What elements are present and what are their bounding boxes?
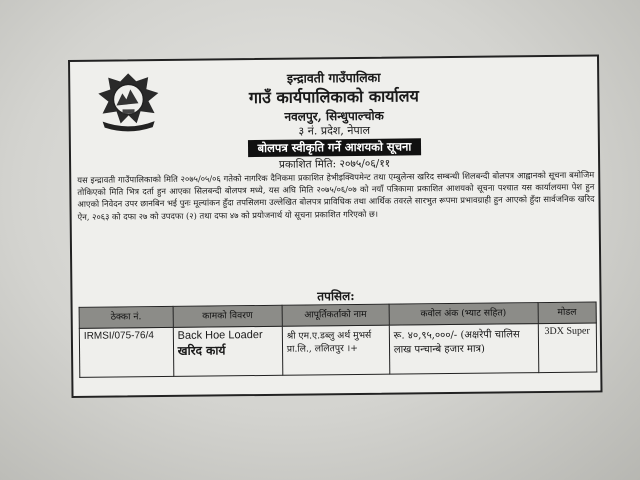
supplier-name: श्री एम.ए.डब्लु अर्थ मुभर्स प्रा.लि., ललितपुर ।+ bbox=[282, 325, 389, 375]
work-item-en: Back Hoe Loader bbox=[177, 328, 263, 342]
office-name: गाउँ कार्यपालिकाको कार्यालय bbox=[248, 86, 419, 108]
bid-table bbox=[79, 301, 598, 377]
col-bid-amount: कवोल अंक (भ्याट सहित) bbox=[389, 303, 538, 326]
municipality-name: इन्द्रावती गाउँपालिका bbox=[286, 69, 381, 86]
public-notice bbox=[68, 54, 603, 398]
work-item-np: खरिद कार्य bbox=[177, 343, 226, 358]
schedule-heading: तपसिल: bbox=[317, 289, 355, 304]
office-location: नवलपुर, सिन्धुपाल्चोक bbox=[284, 108, 384, 124]
col-model: मोडल bbox=[538, 302, 597, 324]
col-supplier: आपूर्तिकर्ताको नाम bbox=[282, 304, 389, 326]
work-description bbox=[173, 326, 283, 376]
table-row bbox=[79, 323, 596, 377]
notice-title: बोलपत्र स्वीकृति गर्ने आशयको सूचना bbox=[247, 138, 421, 157]
notice-body: यस इन्द्रावती गाउँपालिकाको मिति २०७५/०५/०६ गतेको नागरिक दैनिकमा प्रकाशित हेभीइक्विपमेन्ट तथा एम्बुलेन्स खरिद सम्बन्धी शिलबन्दी बोलपत्र आह्वानको सूचना बमोजिम तोकिएको मिति भित्र दर्ता हुन आएका सिलबन्दी बोलपत्र मध्ये, यस अघि मिति २०७५/०६/०७ को नयाँ पत्रिकामा प्रकाशित आशयको सूचना पश्चात यस कार्यालयमा पेश हुन आएको निवेदन उपर छानबिन भई पुनः मूल्यांकन हुँदा तपसिलमा उल्लेखित बोलपत्र प्राविधिक तथा आर्थिक तवरले सारभुत रूपमा प्रभावग्राही हुन आएको हुँदा सार्वजनिक खरिद ऐन, २०६३ को दफा २७ को उपदफा (२) तथा दफा ४७ को प्रयोजनार्थ यो सूचना प्रकाशित गरिएको छ। bbox=[77, 169, 595, 222]
contract-number: IRMSI/075-76/4 bbox=[79, 327, 173, 377]
province-line: ३ नं. प्रदेश, नेपाल bbox=[298, 123, 371, 138]
bid-amount: रू. ४०,९५,०००/- (अक्षरेपी चालिस लाख पन्चान्बे हजार मात्र) bbox=[389, 324, 538, 375]
col-contract-no: ठेक्का नं. bbox=[79, 306, 173, 328]
model-name: 3DX Super bbox=[538, 323, 597, 373]
col-work-description: कामको विवरण bbox=[173, 305, 282, 327]
published-date: प्रकाशित मिति: २०७५/०६/११ bbox=[278, 157, 391, 171]
